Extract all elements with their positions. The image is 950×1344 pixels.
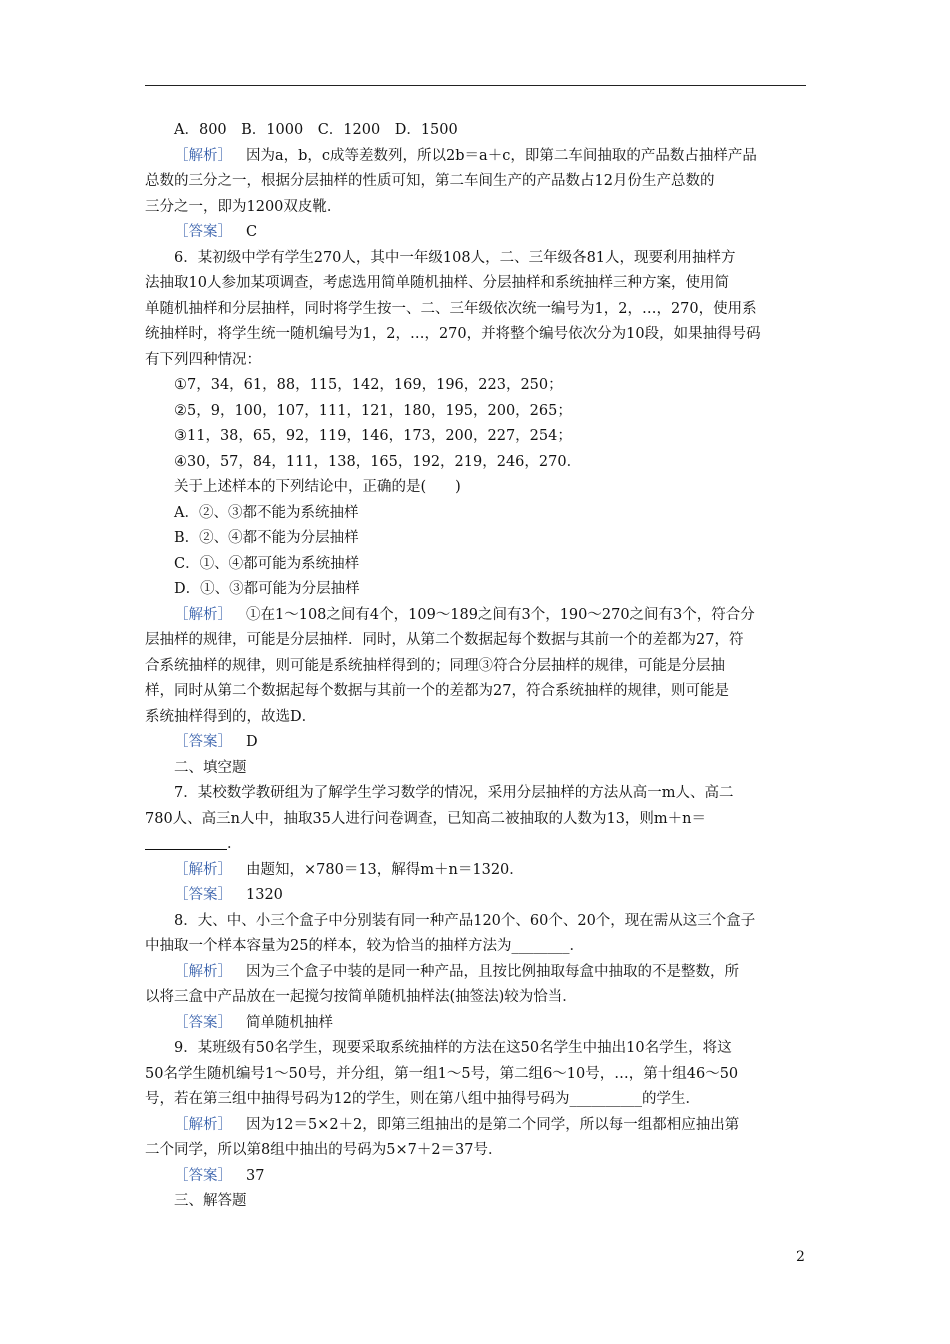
analysis-tag: ［ 解析 ］: [174, 1117, 232, 1133]
q6-answer-line: [145, 730, 806, 756]
q7-answer: 1320: [246, 887, 283, 903]
answer-tag: ［ 答案 ］: [174, 1168, 232, 1184]
q6-question: 关于上述样本的下列结论中，正确的是( ): [174, 479, 461, 495]
q6-stem: 有下列四种情况：: [145, 351, 261, 368]
q9-stem: 9．某班级有50名学生，现要采取系统抽样的方法在这50名学生中抽出10名学生，将这: [174, 1040, 732, 1056]
q6-analysis-line: [145, 603, 806, 629]
q7-stem: 7．某校数学教研组为了解学生学习数学的情况，采用分层抽样的方法从高一m人、高二: [174, 785, 734, 801]
q6-stem: 6．某初级中学有学生270人，其中一年级108人，二、三年级各81人，现要利用抽样方: [174, 249, 736, 266]
q5-analysis-text: 总数的三分之一，根据分层抽样的性质可知，第二车间生产的产品数占12月份生产总数的: [145, 173, 715, 189]
answer-tag: ［ 答案 ］: [174, 887, 232, 903]
q5-analysis-text: 因为a，b，c成等差数列，所以2b＝a＋c，即第二车间抽取的产品数占抽样产品: [246, 147, 757, 164]
page-content: [145, 118, 806, 1215]
q6-answer: D: [246, 734, 258, 750]
q6-analysis-text: 样，同时从第二个数据起每个数据与其前一个的差都为27，符合系统抽样的规律，则可能是: [145, 683, 729, 699]
q9-answer-line: [145, 1164, 806, 1190]
answer-tag: ［ 答案 ］: [174, 224, 232, 240]
q6-case-3: ③11，38，65，92，119，146，173，200，227，254；: [174, 428, 572, 444]
q5-options: A．800 B．1000 C．1200 D．1500: [174, 122, 458, 138]
q8-stem: 中抽取一个样本容量为25的样本，较为恰当的抽样方法为________．: [145, 938, 584, 954]
q8-answer: 简单随机抽样: [246, 1014, 333, 1031]
q7-answer-line: [145, 883, 806, 909]
answer-blank: [145, 835, 227, 850]
q5-analysis-line: [145, 144, 806, 170]
q6-option-c: C．①、④都可能为系统抽样: [174, 555, 360, 572]
analysis-tag: ［ 解析 ］: [174, 148, 232, 164]
q8-analysis-text: 以将三盒中产品放在一起搅匀按简单随机抽样法(抽签法)较为恰当．: [145, 989, 577, 1005]
q6-option-a: A．②、③都不能为系统抽样: [174, 504, 359, 521]
q7-stem: 780人、高三n人中，抽取35人进行问卷调查，已知高二被抽取的人数为13，则m＋n＝: [145, 810, 707, 827]
q8-answer-line: [145, 1011, 806, 1037]
q8-analysis-text: 因为三个盒子中装的是同一种产品，且按比例抽取每盒中抽取的不是整数，所: [246, 963, 739, 980]
q8-stem: 8．大、中、小三个盒子中分别装有同一种产品120个、60个、20个，现在需从这三个盒子: [174, 912, 756, 929]
header-rule: [145, 85, 806, 86]
q6-option-b: B．②、④都不能为分层抽样: [174, 530, 359, 546]
q6-stem: 单随机抽样和分层抽样，同时将学生按一、二、三年级依次统一编号为1，2，…，270，使用系: [145, 300, 757, 317]
analysis-tag: ［ 解析 ］: [174, 607, 232, 623]
q6-case-2: ②5，9，100，107，111，121，180，195，200，265；: [174, 402, 572, 419]
q5-analysis-text: 三分之一，即为1200双皮靴．: [145, 198, 342, 215]
q6-stem: 法抽取10人参加某项调查，考虑选用简单随机抽样、分层抽样和系统抽样三种方案，使用简: [145, 275, 729, 291]
analysis-tag: ［ 解析 ］: [174, 964, 232, 980]
q7-stem-blank-line: [145, 832, 806, 858]
page-number: 2: [796, 1249, 805, 1265]
q6-analysis-text: 层抽样的规律，可能是分层抽样．同时，从第二个数据起每个数据与其前一个的差都为27，符: [145, 632, 744, 648]
q6-analysis-text: ①在1～108之间有4个，109～189之间有3个，190～270之间有3个，符合分: [246, 606, 755, 623]
q9-analysis-text: 因为12＝5×2＋2，即第三组抽出的是第二个同学，所以每一组都相应抽出第: [246, 1116, 740, 1133]
q5-answer: C: [246, 224, 258, 240]
q6-option-d: D．①、③都可能为分层抽样: [174, 581, 360, 597]
q9-answer: 37: [246, 1167, 265, 1184]
section-heading-solutions: 三、解答题: [174, 1193, 247, 1209]
q7-analysis-text: 由题知，×780＝13，解得m＋n＝1320．: [246, 861, 524, 878]
q9-stem: 50名学生随机编号1～50号，并分组，第一组1～5号，第二组6～10号，…，第十组46～50: [145, 1065, 739, 1082]
section-heading-fill-in: 二、填空题: [174, 759, 247, 776]
q6-analysis-text: 合系统抽样的规律，则可能是系统抽样得到的；同理③符合分层抽样的规律，可能是分层抽: [145, 657, 725, 674]
answer-tag: ［ 答案 ］: [174, 734, 232, 750]
analysis-tag: ［ 解析 ］: [174, 862, 232, 878]
q9-analysis-line: [145, 1113, 806, 1139]
q6-stem: 统抽样时，将学生统一随机编号为1，2，…，270，并将整个编号依次分为10段，如果抽得号码: [145, 326, 761, 342]
q9-stem: 号，若在第三组中抽得号码为12的学生，则在第八组中抽得号码为__________的学生．: [145, 1091, 700, 1107]
q5-answer-line: [145, 220, 806, 246]
q7-analysis-line: [145, 858, 806, 884]
answer-tag: ［ 答案 ］: [174, 1015, 232, 1031]
q6-case-4: ④30，57，84，111，138，165，192，219，246，270．: [174, 453, 582, 470]
q7-stem-end: ．: [227, 836, 242, 852]
q6-case-1: ①7，34，61，88，115，142，169，196，223，250；: [174, 377, 563, 393]
q9-analysis-text: 二个同学，所以第8组中抽出的号码为5×7＋2＝37号．: [145, 1142, 503, 1158]
q8-analysis-line: [145, 960, 806, 986]
q6-analysis-text: 系统抽样得到的，故选D．: [145, 708, 317, 725]
